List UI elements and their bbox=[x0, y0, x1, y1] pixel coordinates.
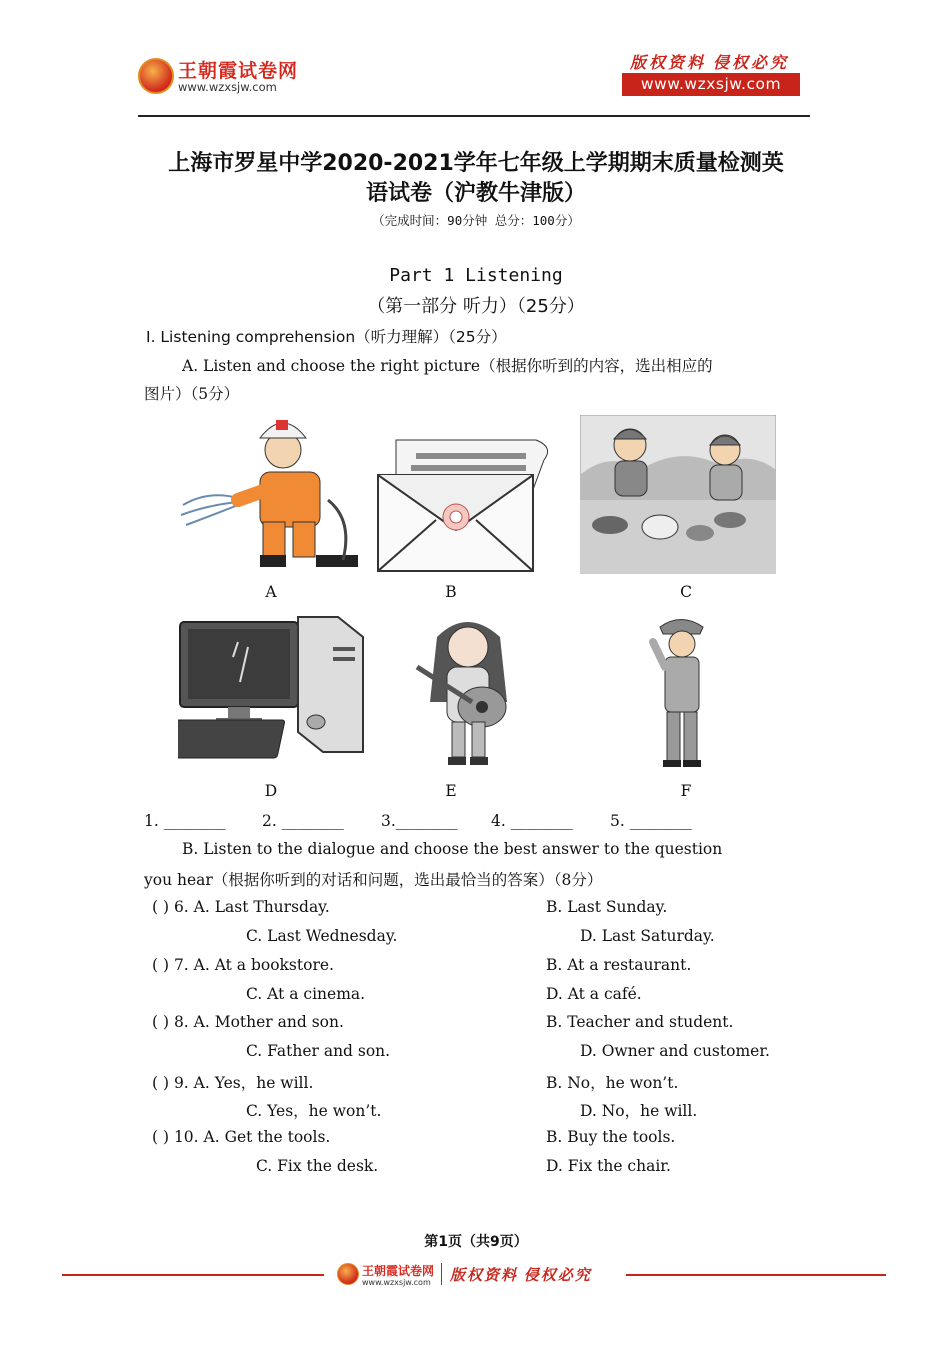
footer-rule-right bbox=[626, 1274, 886, 1276]
question-6-option-c: C. Last Wednesday. bbox=[246, 927, 398, 945]
question-7-stem: ( ) 7. A. At a bookstore. bbox=[152, 956, 334, 974]
exam-title-line2: 语试卷（沪教牛津版） bbox=[365, 181, 586, 206]
url-banner: www.wzxsjw.com bbox=[622, 73, 800, 96]
exam-title-line1: 上海市罗星中学2020-2021学年七年级上学期期末质量检测英 bbox=[168, 151, 784, 176]
answer-blank-5: 5. ________ bbox=[610, 812, 692, 830]
section-b-instruction: B. Listen to the dialogue and choose the best answer to the question bbox=[182, 840, 723, 858]
question-9-option-d: D. No，he will. bbox=[580, 1102, 698, 1120]
footer-brand-name: 王朝霞试卷网 bbox=[362, 1264, 435, 1278]
copyright-notice: 版权资料 侵权必究 bbox=[630, 55, 790, 72]
question-9-option-b: B. No，he won’t. bbox=[546, 1074, 679, 1092]
picture-label-e: E bbox=[445, 782, 457, 800]
brand-name: 王朝霞试卷网 bbox=[178, 60, 299, 82]
part-title-cn: （第一部分 听力）（25分） bbox=[367, 296, 585, 317]
section-b-instruction-cont: you hear（根据你听到的对话和问题，选出最恰当的答案）（8分） bbox=[144, 871, 603, 889]
header-rule bbox=[138, 115, 810, 117]
brand-logo-icon bbox=[138, 58, 174, 94]
footer-divider bbox=[441, 1263, 442, 1285]
police-officer-picture bbox=[645, 612, 717, 772]
letter-envelope-picture bbox=[376, 435, 556, 575]
answer-blank-1: 1. ________ bbox=[144, 812, 226, 830]
question-9-option-c: C. Yes，he won’t. bbox=[246, 1102, 382, 1120]
question-10-stem: ( ) 10. A. Get the tools. bbox=[152, 1128, 331, 1146]
question-6-option-b: B. Last Sunday. bbox=[546, 898, 668, 916]
picnic-picture bbox=[580, 415, 776, 575]
section-a-instruction-cont: 图片）（5分） bbox=[144, 385, 240, 403]
question-8-option-d: D. Owner and customer. bbox=[580, 1042, 770, 1060]
footer-rule-left bbox=[62, 1274, 324, 1276]
picture-label-a: A bbox=[265, 583, 277, 601]
question-7-option-d: D. At a café. bbox=[546, 985, 642, 1003]
computer-picture bbox=[178, 612, 368, 772]
question-10-option-b: B. Buy the tools. bbox=[546, 1128, 676, 1146]
footer-brand-url: www.wzxsjw.com bbox=[362, 1278, 431, 1287]
part-title-en: Part 1 Listening bbox=[389, 265, 563, 286]
answer-blank-3: 3.________ bbox=[381, 812, 458, 830]
footer-logo-icon bbox=[337, 1263, 359, 1285]
question-6-stem: ( ) 6. A. Last Thursday. bbox=[152, 898, 330, 916]
picture-label-b: B bbox=[445, 583, 457, 601]
footer-copyright: 版权资料 侵权必究 bbox=[450, 1268, 592, 1284]
question-9-stem: ( ) 9. A. Yes，he will. bbox=[152, 1074, 314, 1092]
question-8-option-b: B. Teacher and student. bbox=[546, 1013, 734, 1031]
question-10-option-c: C. Fix the desk. bbox=[256, 1157, 379, 1175]
picture-label-c: C bbox=[680, 583, 692, 601]
answer-blank-2: 2. ________ bbox=[262, 812, 344, 830]
question-8-stem: ( ) 8. A. Mother and son. bbox=[152, 1013, 344, 1031]
section-a-instruction: A. Listen and choose the right picture（根据你听到的内容，选出相应的 bbox=[182, 357, 713, 375]
brand-url: www.wzxsjw.com bbox=[178, 80, 277, 94]
question-7-option-b: B. At a restaurant. bbox=[546, 956, 692, 974]
question-7-option-c: C. At a cinema. bbox=[246, 985, 366, 1003]
section-heading: Ⅰ. Listening comprehension（听力理解）（25分） bbox=[146, 328, 507, 346]
picture-label-d: D bbox=[264, 782, 278, 800]
girl-guitar-picture bbox=[412, 612, 524, 772]
question-8-option-c: C. Father and son. bbox=[246, 1042, 391, 1060]
question-10-option-d: D. Fix the chair. bbox=[546, 1157, 671, 1175]
page-number: 第1页（共9页） bbox=[424, 1234, 528, 1250]
exam-subtitle: （完成时间：90分钟 总分：100分） bbox=[372, 213, 580, 228]
firefighter-picture bbox=[178, 410, 368, 575]
answer-blank-4: 4. ________ bbox=[491, 812, 573, 830]
question-6-option-d: D. Last Saturday. bbox=[580, 927, 715, 945]
picture-label-f: F bbox=[680, 782, 692, 800]
